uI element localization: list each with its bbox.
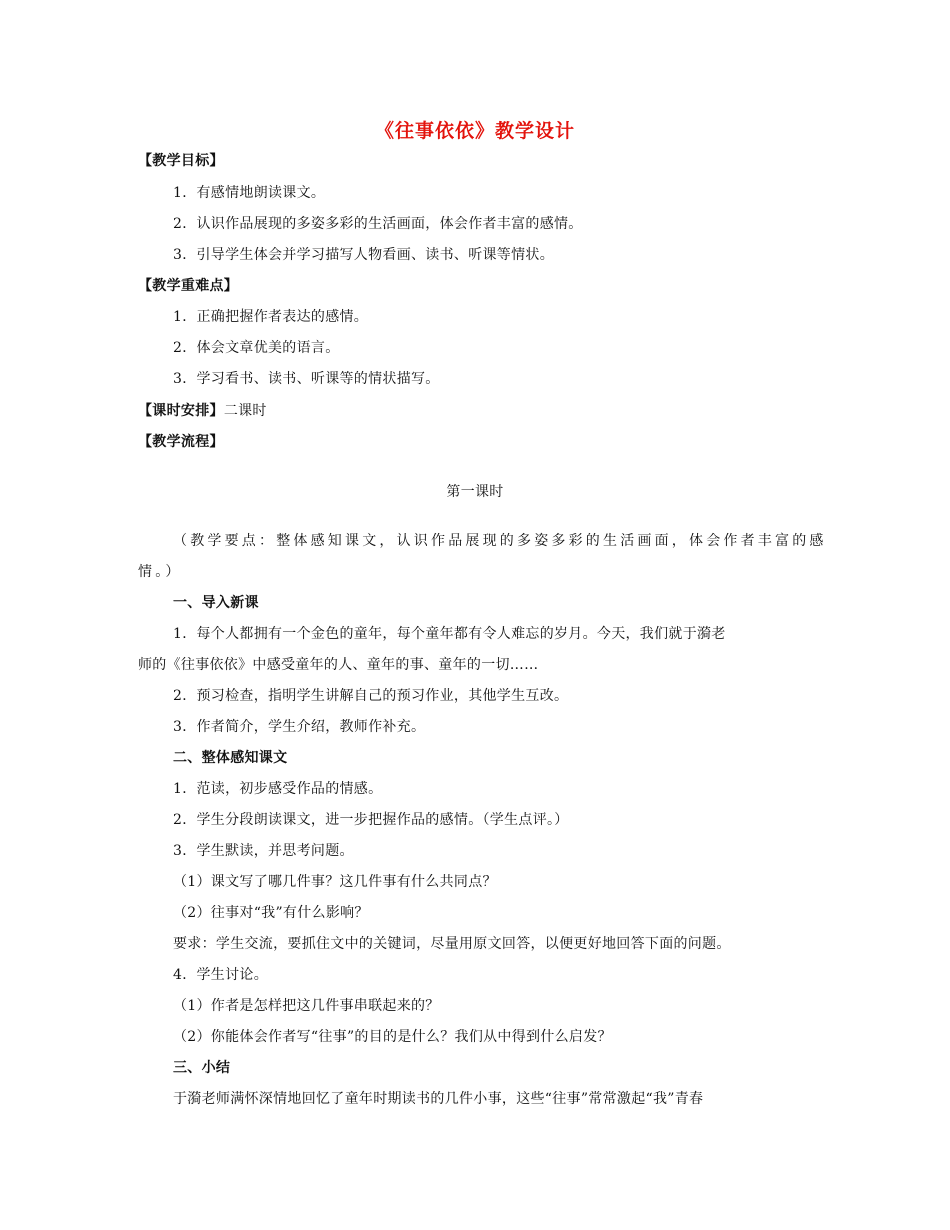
- section2-question-3: （1）作者是怎样把这几件事串联起来的？: [173, 998, 440, 1014]
- section2-item3: 3．学生默读，并思考问题。: [173, 843, 354, 859]
- difficulties-heading: 【教学重难点】: [138, 278, 239, 294]
- section1-item3: 3．作者简介，学生介绍，教师作补充。: [173, 719, 426, 735]
- process-heading: 【教学流程】: [138, 434, 224, 450]
- section2-question-4: （2）你能体会作者写“往事”的目的是什么？我们从中得到什么启发？: [173, 1029, 612, 1045]
- section2-item4: 4．学生讨论。: [173, 967, 269, 983]
- section3-heading: 三、小结: [173, 1060, 231, 1076]
- section1-item1-line1: 1．每个人都拥有一个金色的童年，每个童年都有令人难忘的岁月。今天，我们就于漪老: [173, 626, 726, 642]
- goal-item-1: 1．有感情地朗读课文。: [173, 185, 326, 201]
- document-title: 《往事依依》教学设计: [374, 120, 575, 142]
- section2-item2: 2．学生分段朗读课文，进一步把握作品的感情。（学生点评。）: [173, 812, 569, 828]
- section1-item1-line2: 师的《往事依依》中感受童年的人、童年的事、童年的一切……: [138, 657, 539, 673]
- section2-item1: 1．范读，初步感受作品的情感。: [173, 781, 383, 797]
- schedule-value: 二课时: [223, 403, 267, 419]
- section2-requirement: 要求：学生交流，要抓住文中的关键词，尽量用原文回答，以便更好地回答下面的问题。: [173, 936, 731, 952]
- section3-text: 于漪老师满怀深情地回忆了童年时期读书的几件小事，这些“往事”常常激起“我”青春: [173, 1091, 704, 1107]
- section2-heading: 二、整体感知课文: [173, 750, 288, 766]
- difficulty-item-3: 3．学习看书、读书、听课等的情状描写。: [173, 371, 440, 387]
- lesson1-title: 第一课时: [446, 484, 504, 500]
- section1-heading: 一、导入新课: [173, 595, 259, 611]
- goal-item-2: 2．认识作品展现的多姿多彩的生活画面，体会作者丰富的感情。: [173, 216, 583, 232]
- schedule-heading: 【课时安排】: [138, 403, 224, 419]
- schedule-row: [138, 401, 267, 421]
- section2-question-2: （2）往事对“我”有什么影响？: [173, 905, 369, 921]
- goals-heading: 【教学目标】: [138, 153, 224, 169]
- section2-question-1: （1）课文写了哪几件事？这几件事有什么共同点？: [173, 874, 497, 890]
- section1-item2: 2．预习检查，指明学生讲解自己的预习作业，其他学生互改。: [173, 688, 569, 704]
- goal-item-3: 3．引导学生体会并学习描写人物看画、读书、听课等情状。: [173, 247, 555, 263]
- lesson1-points-line2: 情。）: [138, 564, 183, 580]
- difficulty-item-1: 1．正确把握作者表达的感情。: [173, 309, 369, 325]
- lesson1-points-line1: （教学要点：整体感知课文，认识作品展现的多姿多彩的生活画面，体会作者丰富的感: [173, 533, 827, 549]
- difficulty-item-2: 2．体会文章优美的语言。: [173, 340, 340, 356]
